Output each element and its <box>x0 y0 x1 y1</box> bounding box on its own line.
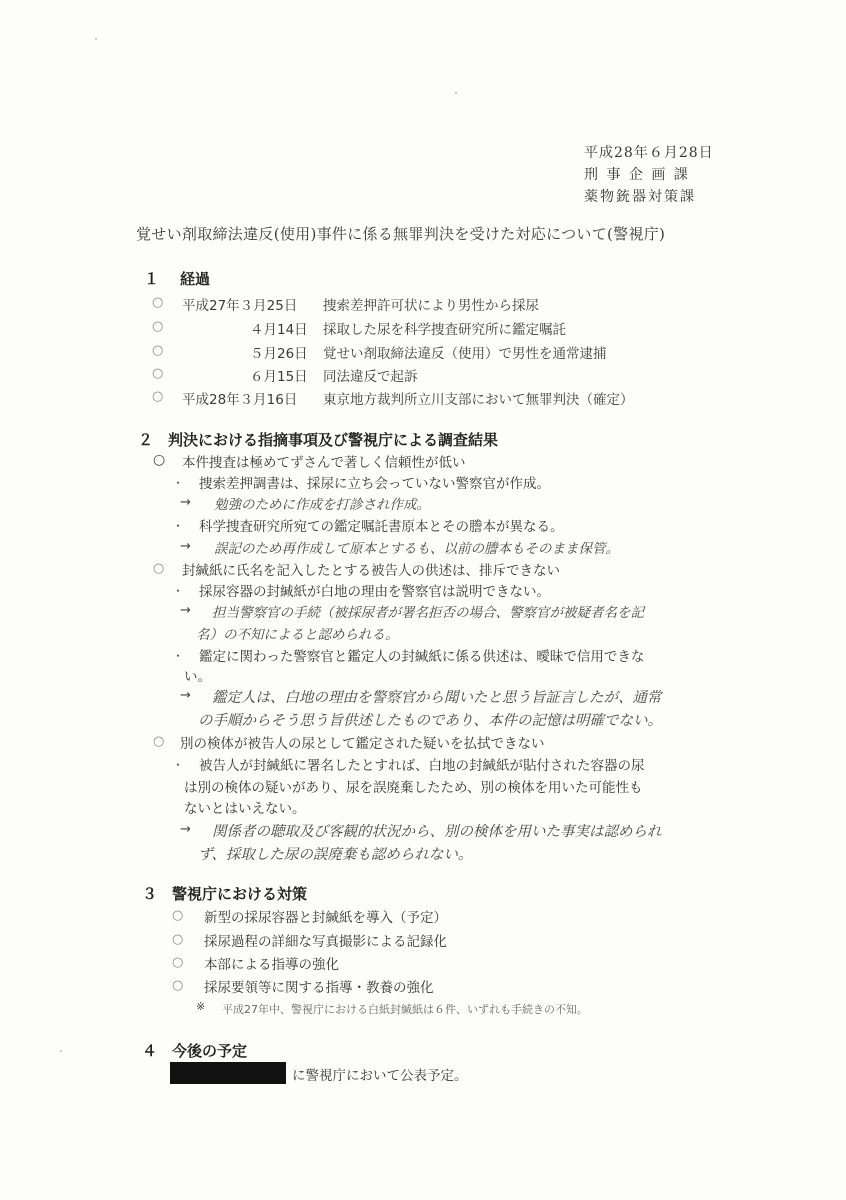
measure-item: 本部による指導の強化 <box>204 957 339 973</box>
timeline-date: ４月14日 <box>250 322 308 338</box>
timeline-date: 平成28年３月16日 <box>182 392 298 408</box>
finding-1b: 科学捜査研究所宛ての鑑定嘱託書原本とその謄本が異なる。 <box>199 519 564 535</box>
section-2-number: ２ <box>138 431 154 449</box>
circle-bullet: ○ <box>172 978 184 993</box>
circle-bullet: ○ <box>152 319 164 334</box>
document-date: 平成28年６月28日 <box>584 145 714 161</box>
finding-3-result-line2: ず、採取した尿の誤廃棄も認められない。 <box>198 847 473 863</box>
finding-3a-line2: は別の検体の疑いがあり、尿を誤廃棄したため、別の検体を用いた可能性も <box>184 780 643 796</box>
measure-item: 採尿過程の詳細な写真撮影による記録化 <box>204 934 447 950</box>
timeline-text: 採取した尿を科学捜査研究所に鑑定嘱託 <box>323 322 566 338</box>
department-criminal-planning: 刑 事 企 画 課 <box>584 167 690 183</box>
scan-speck <box>455 92 457 94</box>
arrow-icon: → <box>180 539 191 554</box>
schedule-text: に警視庁において公表予定。 <box>292 1068 468 1084</box>
timeline-text: 捜索差押許可状により男性から採尿 <box>323 298 539 314</box>
circle-bullet: ○ <box>152 389 164 404</box>
section-4-heading: 今後の予定 <box>172 1042 248 1060</box>
note-text: 平成27年中、警視庁における白紙封緘紙は６件、いずれも手続きの不知。 <box>222 1003 588 1016</box>
circle-bullet: ○ <box>153 734 165 749</box>
document-title: 覚せい剤取締法違反(使用)事件に係る無罪判決を受けた対応について(警視庁) <box>136 225 666 243</box>
dot-bullet: ・ <box>172 758 185 772</box>
timeline-text: 覚せい剤取締法違反（使用）で男性を通常逮捕 <box>323 346 607 362</box>
measure-item: 新型の採尿容器と封緘紙を導入（予定） <box>204 910 447 926</box>
timeline-date: ６月15日 <box>250 369 308 385</box>
finding-2a-result-line2: 名）の不知によると認められる。 <box>196 627 399 643</box>
finding-2a-result-line1: 担当警察官の手続（被採尿者が署名拒否の場合、警察官が被疑者名を記 <box>212 605 644 621</box>
timeline-date: 平成27年３月25日 <box>182 298 298 314</box>
circle-bullet: ○ <box>153 452 166 468</box>
arrow-icon: → <box>180 603 191 618</box>
timeline-date: ５月26日 <box>250 346 308 362</box>
section-3-number: ３ <box>142 885 158 903</box>
finding-1a-result: 勉強のために作成を打診され作成。 <box>214 497 430 513</box>
finding-2b-result-line1: 鑑定人は、白地の理由を警察官から聞いたと思う旨証言したが、通常 <box>212 690 662 706</box>
circle-bullet: ○ <box>152 295 164 310</box>
arrow-icon: → <box>180 495 191 510</box>
finding-1a: 捜索差押調書は、採尿に立ち会っていない警察官が作成。 <box>199 476 550 492</box>
section-1-number: １ <box>144 270 160 288</box>
finding-2a: 採尿容器の封緘紙が白地の理由を警察官は説明できない。 <box>199 584 550 600</box>
finding-2b-line1: 鑑定に関わった警察官と鑑定人の封緘紙に係る供述は、曖昧で信用できな <box>199 649 645 665</box>
scan-speck <box>60 1050 62 1052</box>
department-drugs-firearms: 薬物銃器対策課 <box>584 189 696 205</box>
measure-item: 採尿要領等に関する指導・教養の強化 <box>204 980 434 996</box>
circle-bullet: ○ <box>152 366 164 381</box>
timeline-text: 同法違反で起訴 <box>323 369 418 385</box>
circle-bullet: ○ <box>172 932 184 947</box>
section-3-heading: 警視庁における対策 <box>172 885 308 903</box>
note-mark: ※ <box>196 1000 206 1013</box>
finding-2b-line2: い。 <box>184 669 211 685</box>
section-1-heading: 経過 <box>180 270 211 288</box>
redaction-box <box>170 1062 286 1084</box>
section-2-heading: 判決における指摘事項及び警視庁による調査結果 <box>168 431 499 449</box>
circle-bullet: ○ <box>152 343 164 358</box>
finding-3: 別の検体が被告人の尿として鑑定された疑いを払拭できない <box>180 736 545 752</box>
dot-bullet: ・ <box>172 584 185 598</box>
dot-bullet: ・ <box>172 649 185 663</box>
timeline-text: 東京地方裁判所立川支部において無罪判決（確定） <box>323 392 634 408</box>
finding-3a-line3: ないとはいえない。 <box>184 801 306 817</box>
finding-3a-line1: 被告人が封緘紙に署名したとすれば、白地の封緘紙が貼付された容器の尿 <box>199 758 645 774</box>
section-4-number: ４ <box>142 1042 158 1060</box>
dot-bullet: ・ <box>172 519 185 533</box>
scan-speck <box>95 38 97 40</box>
circle-bullet: ○ <box>172 955 184 970</box>
circle-bullet: ○ <box>172 908 184 923</box>
finding-1b-result: 誤記のため再作成して原本とするも、以前の謄本もそのまま保管。 <box>214 541 619 557</box>
arrow-icon: → <box>180 688 191 703</box>
finding-3-result-line1: 関係者の聴取及び客観的状況から、別の検体を用いた事実は認められ <box>212 824 662 840</box>
dot-bullet: ・ <box>172 476 185 490</box>
finding-1: 本件捜査は極めてずさんで著しく信頼性が低い <box>182 455 466 471</box>
finding-2b-result-line2: の手順からそう思う旨供述したものであり、本件の記憶は明確でない。 <box>198 713 662 729</box>
circle-bullet: ○ <box>153 561 165 576</box>
finding-2: 封緘紙に氏名を記入したとする被告人の供述は、排斥できない <box>182 563 560 579</box>
arrow-icon: → <box>180 822 191 837</box>
